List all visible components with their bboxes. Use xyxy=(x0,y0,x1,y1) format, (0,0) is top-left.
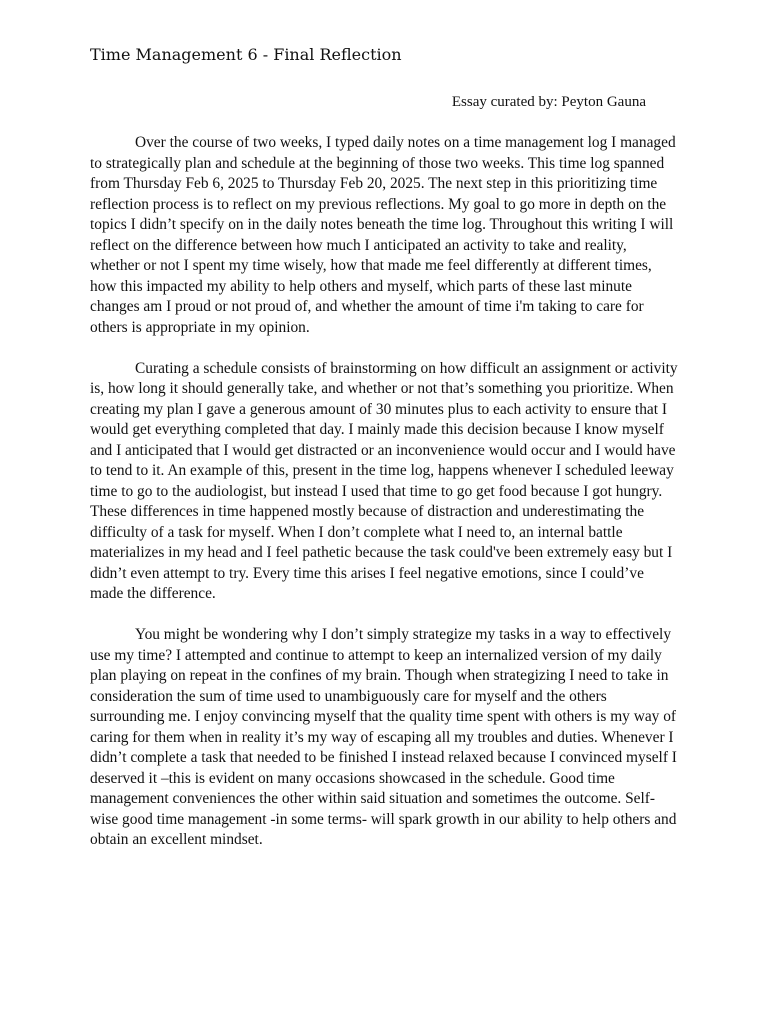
paragraph-2: Curating a schedule consists of brainstorming on how difficult an assignment or activity is, how long it should generally take, and whether or not that’s something you prioritize. When creating my plan I gave a generous amount of 30 minutes plus to each activity to ensure that I would get everything completed that day. I mainly made this decision because I know myself and I anticipated that I would get distracted or an inconvenience would occur and I would have to tend to it. An example of this, present in the time log, happens whenever I scheduled leeway time to go to the audiologist, but instead I used that time to go get food because I got hungry. These differences in time happened mostly because of distraction and underestimating the difficulty of a task for myself. When I don’t complete what I need to, an internal battle materializes in my head and I feel pathetic because the task could've been extremely easy but I didn’t even attempt to try. Every time this arises I feel negative emotions, since I could’ve made the difference. xyxy=(90,359,678,602)
paragraph-1: Over the course of two weeks, I typed daily notes on a time management log I managed to strategically plan and schedule at the beginning of those two weeks. This time log spanned from Thursday Feb 6, 2025 to Thursday Feb 20, 2025. The next step in this prioritizing time reflection process is to reflect on my previous reflections. My goal to go more in depth on the topics I didn’t specify on in the daily notes beneath the time log. Throughout this writing I will reflect on the difference between how much I anticipated an activity to take and reality, whether or not I spent my time wisely, how that made me feel differently at different times, how this impacted my ability to help others and myself, which parts of these last minute changes am I proud or not proud of, and whether the amount of time i'm taking to care for others is appropriate in my opinion. xyxy=(90,134,676,336)
author-byline: Essay curated by: Peyton Gauna xyxy=(451,94,646,110)
paragraph-3: You might be wondering why I don’t simply strategize my tasks in a way to effectively use my time? I attempted and continue to attempt to keep an internalized version of my daily plan playing on repeat in the confines of my brain. Though when strategizing I need to take in consideration the sum of time used to unambiguously care for myself and the others surrounding me. I enjoy convincing myself that the quality time spent with others is my way of caring for them when in reality it’s my way of escaping all my troubles and duties. Whenever I didn’t complete a task that needed to be finished I instead relaxed because I convinced myself I deserved it –this is evident on many occasions showcased in the schedule. Good time management conveniences the other within said situation and sometimes the outcome. Self-wise good time management -in some terms- will spark growth in our ability to help others and obtain an excellent mindset. xyxy=(90,626,677,848)
document-title: Time Management 6 - Final Reflection xyxy=(90,45,402,64)
essay-body xyxy=(90,133,678,871)
